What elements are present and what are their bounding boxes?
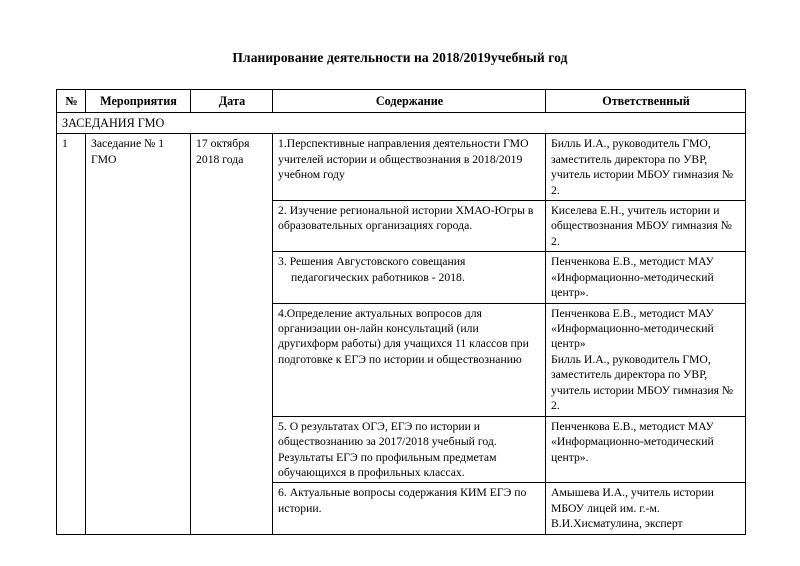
row-event: Заседание № 1 ГМО [86, 134, 191, 535]
section-title: ЗАСЕДАНИЯ ГМО [57, 113, 746, 134]
responsible-line-secondary: Билль И.А., руководитель ГМО, заместитель директора по УВР, учитель истории МБОУ гимназия № 2. [551, 352, 734, 413]
content-cell [273, 200, 546, 251]
responsible-line: Пенченкова Е.В., методист МАУ «Информационно-методический центр» [551, 306, 714, 351]
content-cell [273, 252, 546, 303]
responsible-cell [546, 303, 746, 416]
content-cell [273, 134, 546, 201]
content-line: 3. Решения Августовского совещания [278, 255, 466, 269]
content-cell [273, 416, 546, 483]
content-line: 5. О результатах ОГЭ, ЕГЭ по истории и обществознанию за 2017/2018 учебный год. Результаты ЕГЭ по профильным предметам обучающихся в профильных классах. [278, 419, 497, 479]
column-header-number: № [57, 90, 86, 113]
column-header-content: Содержание [273, 90, 546, 113]
page-title: Планирование деятельности на 2018/2019учебный год [232, 50, 568, 65]
activity-planning-table [56, 89, 746, 535]
section-header-row [57, 113, 746, 134]
row-number: 1 [57, 134, 86, 535]
content-line: 2. Изучение региональной истории ХМАО-Югры в образовательных организациях города. [278, 203, 534, 233]
column-header-date: Дата [191, 90, 273, 113]
responsible-line: Пенченкова Е.В., методист МАУ «Информационно-методический центр». [551, 419, 714, 464]
responsible-line: Амышева И.А., учитель истории МБОУ лицей им. г.-м. В.И.Хисматулина, эксперт [551, 486, 714, 531]
table-row [57, 134, 746, 201]
responsible-cell [546, 416, 746, 483]
responsible-cell [546, 483, 746, 534]
content-cell [273, 303, 546, 416]
responsible-line: Киселева Е.Н., учитель истории и обществознания МБОУ гимназия № 2. [551, 203, 732, 248]
content-line-indented: педагогических работников - 2018. [291, 270, 465, 284]
responsible-cell [546, 200, 746, 251]
responsible-cell [546, 252, 746, 303]
responsible-line: Пенченкова Е.В., методист МАУ «Информационно-методический центр». [551, 255, 714, 300]
responsible-line: Билль И.А., руководитель ГМО, заместитель директора по УВР, учитель истории МБОУ гимназия № 2. [551, 137, 734, 197]
content-line: 4.Определение актуальных вопросов для организации он-лайн консультаций (или другихформ работы) для учащихся 11 классов при подготовке к ЕГЭ по истории и обществознанию [278, 306, 529, 366]
content-line: 1.Перспективные направления деятельности ГМО учителей истории и обществознания в 2018/2019 учебном году [278, 137, 529, 182]
content-cell [273, 483, 546, 534]
column-header-event: Мероприятия [86, 90, 191, 113]
table-header-row [57, 90, 746, 113]
column-header-responsible: Ответственный [546, 90, 746, 113]
row-date: 17 октября 2018 года [191, 134, 273, 535]
content-line: 6. Актуальные вопросы содержания КИМ ЕГЭ по истории. [278, 486, 527, 515]
responsible-cell [546, 134, 746, 201]
